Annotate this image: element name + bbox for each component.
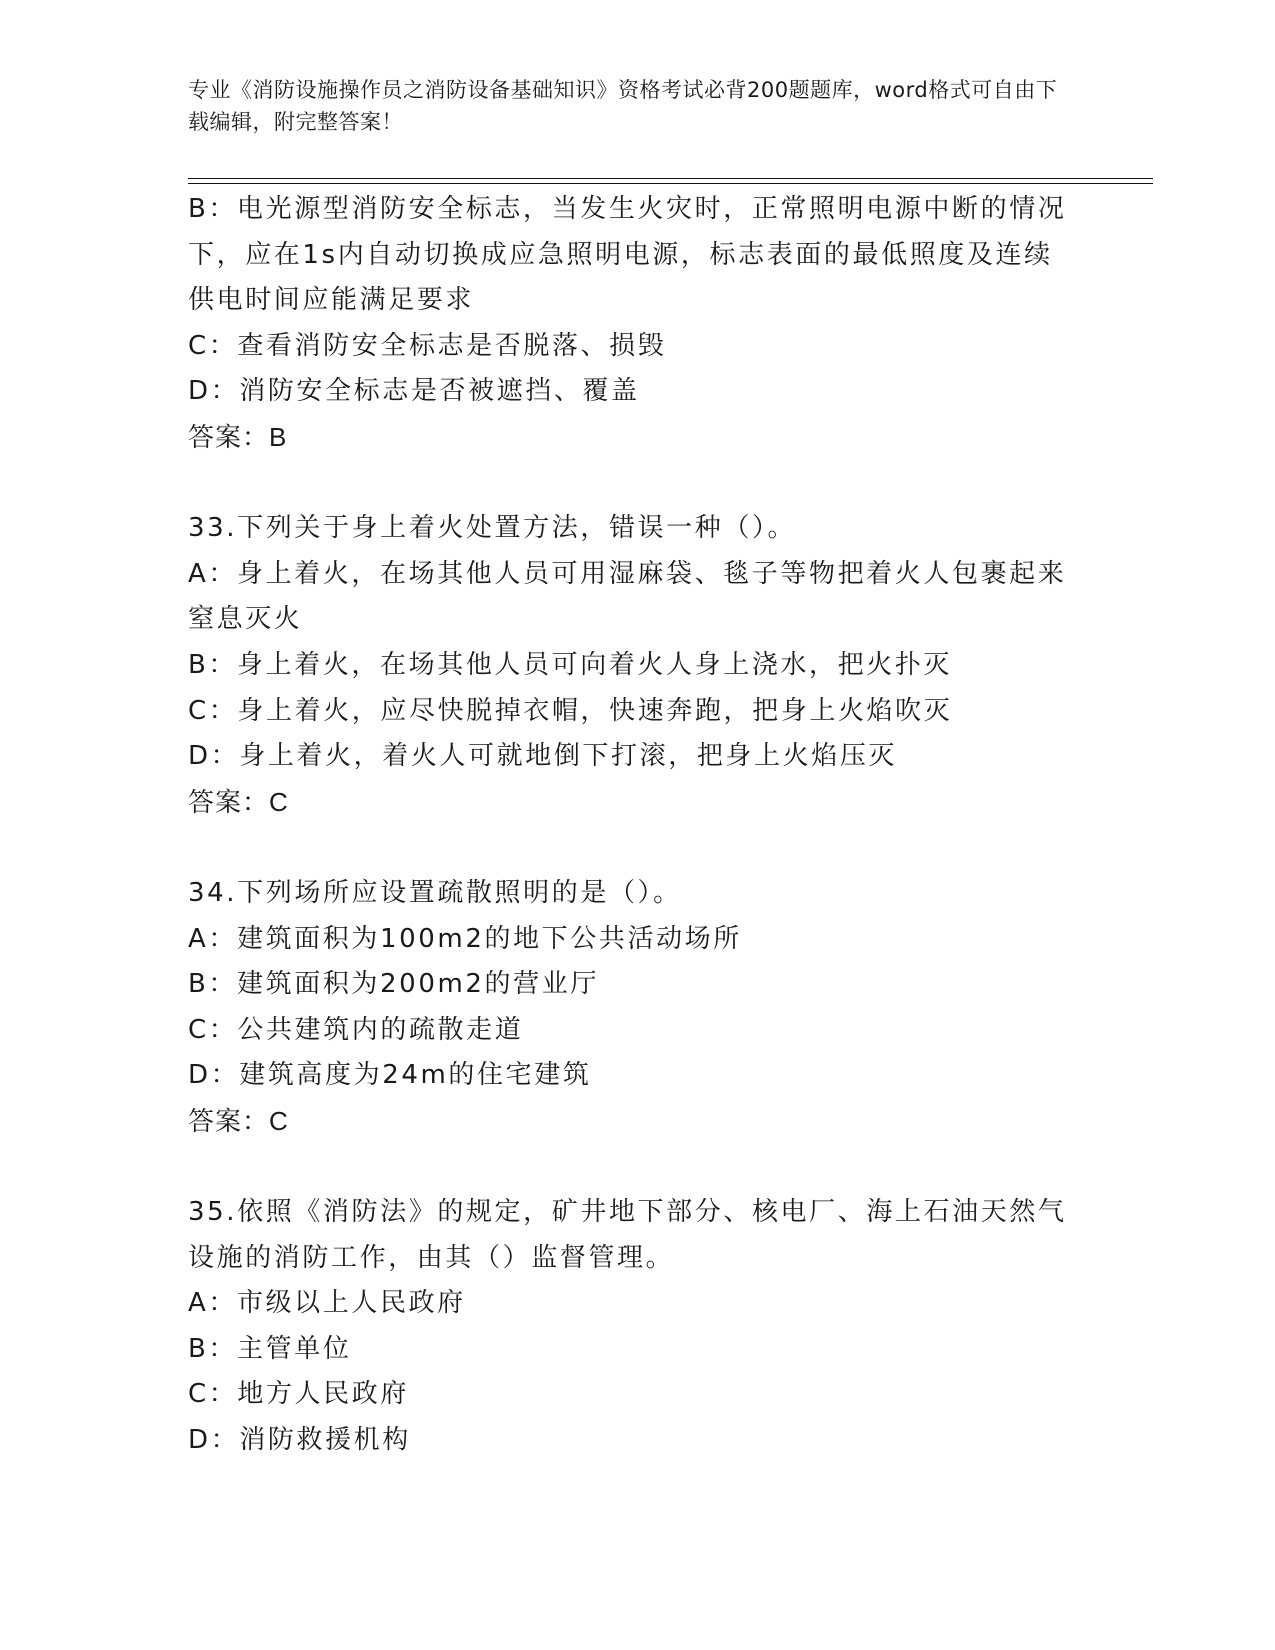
spacer bbox=[188, 825, 1078, 871]
header-divider-top bbox=[188, 178, 1153, 179]
answer-line: 答案：C bbox=[188, 786, 289, 817]
spacer bbox=[188, 1144, 1078, 1190]
option-c: C：公共建筑内的疏散走道 bbox=[188, 1014, 524, 1045]
option-a: A：建筑面积为100m2的地下公共活动场所 bbox=[188, 923, 742, 954]
partial-question bbox=[188, 187, 1078, 461]
option-b: B：建筑面积为200m2的营业厅 bbox=[188, 969, 599, 1000]
option-a: A：市级以上人民政府 bbox=[188, 1288, 466, 1319]
option-a: A：身上着火，在场其他人员可用湿麻袋、毯子等物把着火人包裹起来窒息灭火 bbox=[188, 558, 1067, 635]
answer-line: 答案：B bbox=[188, 421, 288, 452]
header-divider-bottom bbox=[188, 183, 1153, 184]
option-d: D：身上着火，着火人可就地倒下打滚，把身上火焰压灭 bbox=[188, 741, 898, 772]
question-list bbox=[188, 187, 1078, 1464]
option-b: B：身上着火，在场其他人员可向着火人身上浇水，把火扑灭 bbox=[188, 649, 953, 680]
question-stem: 35.依照《消防法》的规定，矿井地下部分、核电厂、海上石油天然气设施的消防工作，由其（）监督管理。 bbox=[188, 1197, 1067, 1273]
document-header: 专业《消防设施操作员之消防设备基础知识》资格考试必背200题题库，word格式可自由下载编辑，附完整答案！ bbox=[188, 78, 1058, 134]
option-c: C：地方人民政府 bbox=[188, 1379, 409, 1410]
option-b: B：电光源型消防安全标志，当发生火灾时，正常照明电源中断的情况下，应在1s内自动切换成应急照明电源，标志表面的最低照度及连续供电时间应能满足要求 bbox=[188, 194, 1067, 316]
option-c: C：身上着火，应尽快脱掉衣帽，快速奔跑，把身上火焰吹灭 bbox=[188, 695, 953, 726]
question-35 bbox=[188, 1190, 1078, 1464]
option-d: D：消防安全标志是否被遮挡、覆盖 bbox=[188, 376, 640, 407]
option-b: B：主管单位 bbox=[188, 1333, 352, 1364]
question-34 bbox=[188, 871, 1078, 1145]
option-d: D：建筑高度为24m的住宅建筑 bbox=[188, 1060, 592, 1091]
option-c: C：查看消防安全标志是否脱落、损毁 bbox=[188, 330, 667, 361]
question-33 bbox=[188, 506, 1078, 825]
spacer bbox=[188, 461, 1078, 507]
question-stem: 34.下列场所应设置疏散照明的是（）。 bbox=[188, 877, 682, 908]
question-stem: 33.下列关于身上着火处置方法，错误一种（）。 bbox=[188, 513, 797, 544]
option-d: D：消防救援机构 bbox=[188, 1425, 411, 1456]
answer-line: 答案：C bbox=[188, 1105, 289, 1136]
